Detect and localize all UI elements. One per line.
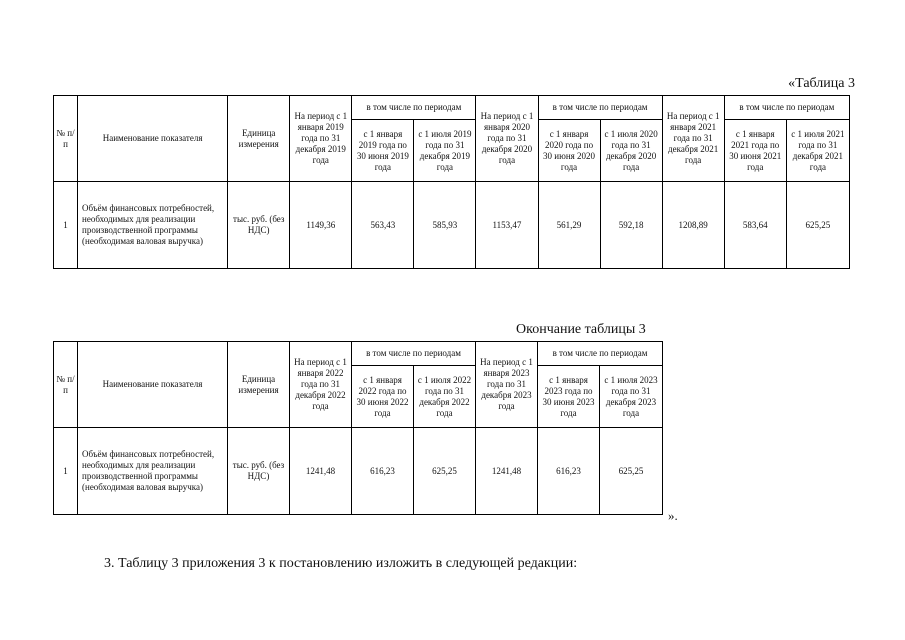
- header-sub: с 1 июля 2019 года по 31 декабря 2019 года: [414, 120, 476, 182]
- header-incl: в том числе по периодам: [538, 342, 663, 366]
- header-period: На период с 1 января 2022 года по 31 декабря 2022 года: [290, 342, 352, 428]
- header-sub: с 1 января 2019 года по 30 июня 2019 года: [352, 120, 414, 182]
- header-sub: с 1 января 2021 года по 30 июня 2021 года: [724, 120, 786, 182]
- header-incl: в том числе по периодам: [352, 96, 476, 120]
- cell-value: 1241,48: [476, 428, 538, 515]
- header-incl: в том числе по периодам: [352, 342, 476, 366]
- header-unit: Единица измерения: [228, 342, 290, 428]
- cell-value: 563,43: [352, 182, 414, 269]
- header-unit: Единица измерения: [228, 96, 290, 182]
- cell-name: Объём финансовых потребностей, необходимых для реализации производственной программы (необходимая валовая выручка): [78, 182, 228, 269]
- header-name: Наименование показателя: [78, 96, 228, 182]
- header-sub: с 1 января 2022 года по 30 июня 2022 года: [352, 366, 414, 428]
- table-caption: Окончание таблицы 3: [516, 322, 646, 337]
- header-num: № п/п: [54, 96, 78, 182]
- header-period: На период с 1 января 2019 года по 31 декабря 2019 года: [290, 96, 352, 182]
- body-paragraph: 3. Таблицу 3 приложения 3 к постановлению изложить в следующей редакции:: [104, 556, 578, 571]
- cell-unit: тыс. руб. (без НДС): [228, 182, 290, 269]
- table-row: [54, 428, 663, 515]
- header-period: На период с 1 января 2023 года по 31 декабря 2023 года: [476, 342, 538, 428]
- cell-value: 583,64: [724, 182, 786, 269]
- cell-unit: тыс. руб. (без НДС): [228, 428, 290, 515]
- cell-value: 1153,47: [476, 182, 538, 269]
- header-sub: с 1 июля 2023 года по 31 декабря 2023 года: [600, 366, 663, 428]
- header-sub: с 1 июля 2020 года по 31 декабря 2020 года: [600, 120, 662, 182]
- cell-value: 1149,36: [290, 182, 352, 269]
- cell-value: 1241,48: [290, 428, 352, 515]
- cell-value: 625,25: [600, 428, 663, 515]
- header-sub: с 1 июля 2022 года по 31 декабря 2022 года: [414, 366, 476, 428]
- cell-name: Объём финансовых потребностей, необходимых для реализации производственной программы (необходимая валовая выручка): [78, 428, 228, 515]
- cell-value: 585,93: [414, 182, 476, 269]
- header-sub: с 1 января 2020 года по 30 июня 2020 года: [538, 120, 600, 182]
- table-row: [54, 182, 850, 269]
- cell-value: 1208,89: [662, 182, 724, 269]
- cell-num: 1: [54, 182, 78, 269]
- header-period: На период с 1 января 2020 года по 31 декабря 2020 года: [476, 96, 538, 182]
- cell-value: 561,29: [538, 182, 600, 269]
- header-incl: в том числе по периодам: [724, 96, 849, 120]
- cell-value: 592,18: [600, 182, 662, 269]
- header-sub: с 1 января 2023 года по 30 июня 2023 года: [538, 366, 600, 428]
- closing-quote: ».: [668, 508, 678, 523]
- header-incl: в том числе по периодам: [538, 96, 662, 120]
- tariff-table-end: [53, 341, 663, 515]
- cell-value: 616,23: [538, 428, 600, 515]
- cell-value: 616,23: [352, 428, 414, 515]
- cell-value: 625,25: [786, 182, 849, 269]
- cell-value: 625,25: [414, 428, 476, 515]
- table-caption: «Таблица 3: [788, 76, 855, 91]
- header-period: На период с 1 января 2021 года по 31 декабря 2021 года: [662, 96, 724, 182]
- cell-num: 1: [54, 428, 78, 515]
- header-sub: с 1 июля 2021 года по 31 декабря 2021 года: [786, 120, 849, 182]
- header-name: Наименование показателя: [78, 342, 228, 428]
- header-num: № п/п: [54, 342, 78, 428]
- tariff-table: [53, 95, 850, 269]
